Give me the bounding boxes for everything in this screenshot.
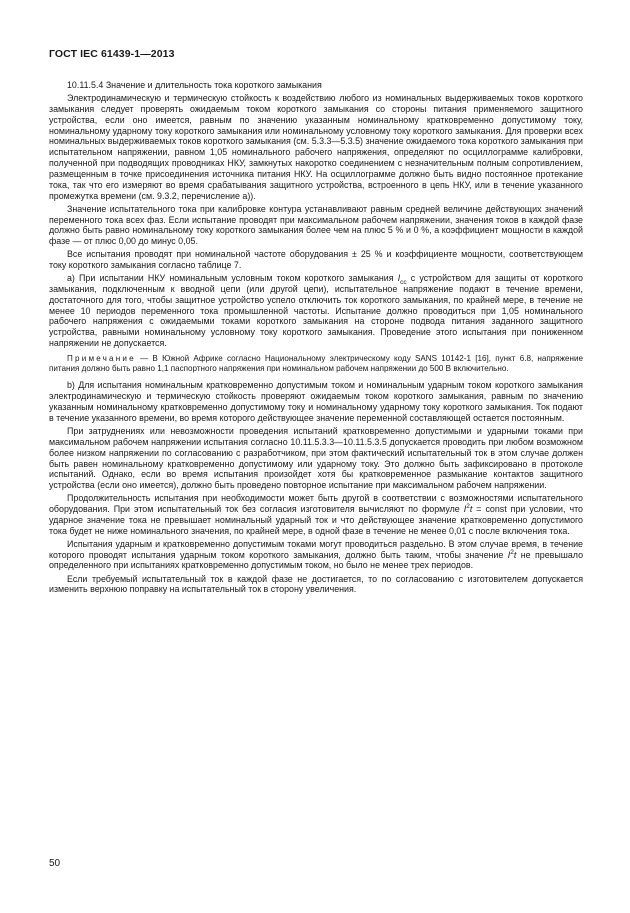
current-symbol: I [397, 273, 401, 284]
note [49, 354, 583, 374]
paragraph: Значение испытательного тока при калибровке контура устанавливают равным средней величине действующих значений переменного тока всех фаз. Если испытание проводят при максимальном рабочем напряжении, значения токов в каждой фазе должно быть равно номинальному току короткого замыкания более чем на плюс 5 % и 0 %, а коэффициент мощности в каждой фазе — от плюс 0,00 до минус 0,05. [49, 203, 583, 247]
text-run: = const при условии, что ударное значение тока не превышает номинальный ударный ток и что действующее значение кратковременно допустимого тока будет не ниже номинального значения, по крайней мере, в одной фазе в течение не менее 0,01 с после включения тока. [49, 504, 583, 536]
page-number: 50 [49, 858, 61, 869]
text-run: с устройством для защиты от короткого замыкания, подключенным к вводной цепи (или другой цепи), испытательное напряжение подают в течение времени, достаточного для того, чтобы защитное устройство успело отключить ток короткого замыкания, по крайней мере, в течение не менее 10 периодов переменного тока промышленной частоты. Испытание должно проводиться при 1,05 номинального рабочего напряжения с ожидаемыми токами короткого замыкания на стороне подвода питания заданного защитного устройства, равными номинальному условному току короткого замыкания. Проведение этого испытания при пониженном напряжении не допускается. [49, 273, 583, 349]
formula-symbol: t [513, 549, 517, 560]
document-body [49, 80, 583, 597]
section-title: 10.11.5.4 Значение и длительность тока короткого замыкания [67, 80, 322, 90]
paragraph: При затруднениях или невозможности проведения испытаний кратковременно допустимыми и ударными токами при максимальном рабочем напряжении испытания согласно 10.11.5.3.3—10.11.5.3.5 допускается проводить при любом возможном более низком напряжении по согласованию с разработчиком, при этом фактический испытательный ток в этом случае должен быть равен номинальному кратковременно допустимому или ударному току. Это должно быть зафиксировано в протоколе испытаний. Однако, если во время испытания произойдет хотя бы кратковременное размыкание контактов защитного устройства (если оно имеется), должно быть проведено повторное испытание при максимальном рабочем напряжении. [49, 425, 583, 491]
standard-header: ГОСТ IEC 61439-1—2013 [49, 48, 175, 60]
note-text: — В Южной Африке согласно Национальному электрическому коду SANS 10142-1 [16], пункт 6.8, напряжение питания должно быть равно 1,1 паспортного напряжения при номинальном рабочем напряжении до 500 В включительно. [49, 354, 583, 374]
paragraph: Если требуемый испытательный ток в каждой фазе не достигается, то по согласованию с изготовителем допускается изменить верхнюю поправку на испытательный ток в сторону увеличения. [49, 573, 583, 595]
text-run: а) При испытании НКУ номинальным условным током короткого замыкания [67, 273, 398, 284]
paragraph: Электродинамическую и термическую стойкость к воздействию любого из номинальных выдерживаемых токов короткого замыкания следует проверять ожидаемым током короткого замыкания со стороны питания применяемого защитного устройства, если оно имеется, равным по значению указанным номинальному кратковременно допустимому току, номинальному ударному току короткого замыкания или номинальному условному току короткого замыкания. Для проверки всех номинальных выдерживаемых токов короткого замыкания (см. 5.3.3—5.3.5) значение ожидаемого тока короткого замыкания при испытательном напряжении, равном 1,05 номинального рабочего напряжения, определяют по осциллограмме калибровки, полученной при подводящих проводниках НКУ, замкнутых накоротко соединением с незначительным полным сопротивлением, размещенным в точке присоединения источника питания НКУ. На осциллограмме должно быть видно постоянное протекание тока, так что его измеряют во время срабатывания защитного устройства, встроенного в цепь НКУ, или в течение указанного промежутка времени (см. 9.3.2, перечисление а)). [49, 93, 584, 201]
current-subscript: cc [400, 278, 407, 286]
formula-exponent: 2 [510, 548, 514, 556]
paragraph-item-a [49, 273, 583, 349]
formula-symbol: I [463, 504, 467, 515]
formula-symbol: I [507, 549, 511, 560]
note-label: Примечание [67, 354, 136, 363]
paragraph-item-b: b) Для испытания номинальным кратковременно допустимым током и номинальным ударным током короткого замыкания электродинамическую и термическую стойкость проверяют ожидаемым током короткого замыкания, равным по значению указанным номинальному кратковременно допустимому току и номинальному ударному току короткого замыкания. Ток подают в течение указанного времени, во время которого действующее значение переменной составляющей остается постоянным. [49, 380, 583, 423]
text-run: Продолжительность испытания при необходимости может быть другой в соответствии с возможностями испытательного оборудования. При этом испытательный ток без согласия изготовителя вычисляют по формуле [49, 493, 583, 515]
text-run: Испытания ударным и кратковременно допустимым токами могут проводиться раздельно. В этом случае время, в течение которого проводят испытания ударным током короткого замыкания, должно быть таким, чтобы значение [49, 538, 583, 560]
formula-exponent: 2 [466, 503, 470, 511]
paragraph [49, 539, 583, 572]
formula-symbol: t [469, 504, 473, 515]
paragraph [49, 493, 583, 536]
text-run: не превышало определенного при испытаниях кратковременно допустимым током, но было не менее трех периодов. [49, 549, 584, 571]
paragraph: Все испытания проводят при номинальной частоте оборудования ± 25 % и коэффициенте мощности, соответствующем току короткого замыкания согласно таблице 7. [49, 249, 583, 271]
